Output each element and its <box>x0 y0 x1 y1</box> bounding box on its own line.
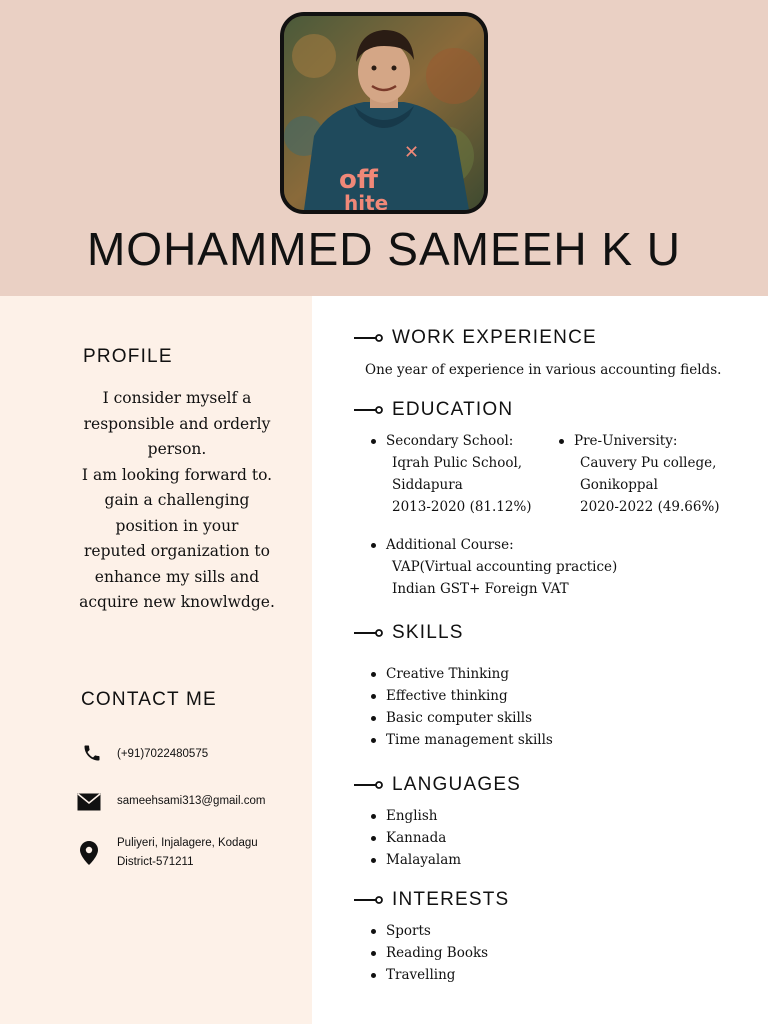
list-item: Travelling <box>369 964 488 986</box>
pin-connector-icon <box>354 333 384 343</box>
languages-list <box>369 805 461 871</box>
work-experience-heading <box>354 327 597 349</box>
svg-text:off: off <box>339 165 378 195</box>
list-item: Sports <box>369 920 488 942</box>
person-photo-icon <box>284 16 484 210</box>
pin-connector-icon <box>354 628 384 638</box>
profile-line: gain a challenging <box>104 491 250 509</box>
profile-line: responsible and orderly <box>83 414 271 433</box>
interests-heading <box>354 889 509 911</box>
list-item: Kannada <box>369 827 461 849</box>
phone-icon <box>80 741 104 765</box>
profile-line: position in your <box>115 516 239 535</box>
list-item: Creative Thinking <box>369 663 553 685</box>
svg-text:✕: ✕ <box>404 142 420 163</box>
profile-line: acquire new knowlwdge. <box>79 593 275 611</box>
pin-connector-icon <box>354 405 384 415</box>
skills-heading <box>354 622 464 644</box>
secondary-years: 2013-2020 (81.12%) <box>392 499 532 515</box>
education-secondary <box>369 430 532 518</box>
languages-title: LANGUAGES <box>392 774 522 795</box>
list-item: Time management skills <box>369 729 553 751</box>
list-item: Reading Books <box>369 942 488 964</box>
profile-line: I consider myself a <box>102 389 252 407</box>
pin-connector-icon <box>354 895 384 905</box>
left-panel <box>0 296 312 1024</box>
education-pre-university <box>557 430 720 518</box>
education-title: EDUCATION <box>392 399 514 420</box>
profile-photo <box>280 12 488 214</box>
location-pin-icon <box>77 841 101 865</box>
additional-course: Indian GST+ Foreign VAT <box>392 581 569 597</box>
profile-line: reputed organization to <box>84 542 270 560</box>
interests-title: INTERESTS <box>392 889 510 910</box>
profile-summary <box>70 386 284 616</box>
pre-university-years: 2020-2022 (49.66%) <box>580 499 720 515</box>
additional-label: Additional Course: <box>369 534 617 556</box>
resume-header <box>0 0 768 296</box>
secondary-label: Secondary School: <box>369 430 532 452</box>
education-heading <box>354 399 513 421</box>
profile-line: enhance my sills and <box>94 567 260 586</box>
languages-heading <box>354 774 521 796</box>
pre-university-label: Pre-University: <box>557 430 720 452</box>
additional-course: VAP(Virtual accounting practice) <box>392 559 618 575</box>
work-experience-text: One year of experience in various accounting fields. <box>365 362 722 378</box>
profile-line: person. <box>147 440 207 458</box>
list-item: English <box>369 805 461 827</box>
profile-line: I am looking forward to. <box>81 465 273 484</box>
candidate-name: MOHAMMED SAMEEH K U <box>86 223 682 275</box>
pre-university-college: Cauvery Pu college, <box>580 455 717 471</box>
interests-list <box>369 920 488 986</box>
skills-title: SKILLS <box>392 622 464 643</box>
svg-text:hite: hite <box>344 191 389 210</box>
email-address[interactable]: sameehsami313@gmail.com <box>117 795 266 807</box>
contact-title: CONTACT ME <box>81 689 217 710</box>
envelope-icon <box>77 790 101 814</box>
list-item: Basic computer skills <box>369 707 553 729</box>
profile-title: PROFILE <box>83 346 173 367</box>
pin-connector-icon <box>354 780 384 790</box>
phone-number[interactable]: (+91)7022480575 <box>117 748 209 760</box>
address-line: District-571211 <box>117 856 194 868</box>
right-panel <box>312 296 768 1024</box>
secondary-school: Iqrah Pulic School, <box>392 455 523 471</box>
address-line: Puliyeri, Injalagere, Kodagu <box>117 837 258 849</box>
work-experience-title: WORK EXPERIENCE <box>392 327 597 348</box>
education-additional <box>369 534 617 600</box>
pre-university-place: Gonikoppal <box>580 477 658 493</box>
skills-list <box>369 663 553 751</box>
secondary-place: Siddapura <box>392 477 463 493</box>
address <box>117 834 258 872</box>
list-item: Effective thinking <box>369 685 553 707</box>
list-item: Malayalam <box>369 849 461 871</box>
